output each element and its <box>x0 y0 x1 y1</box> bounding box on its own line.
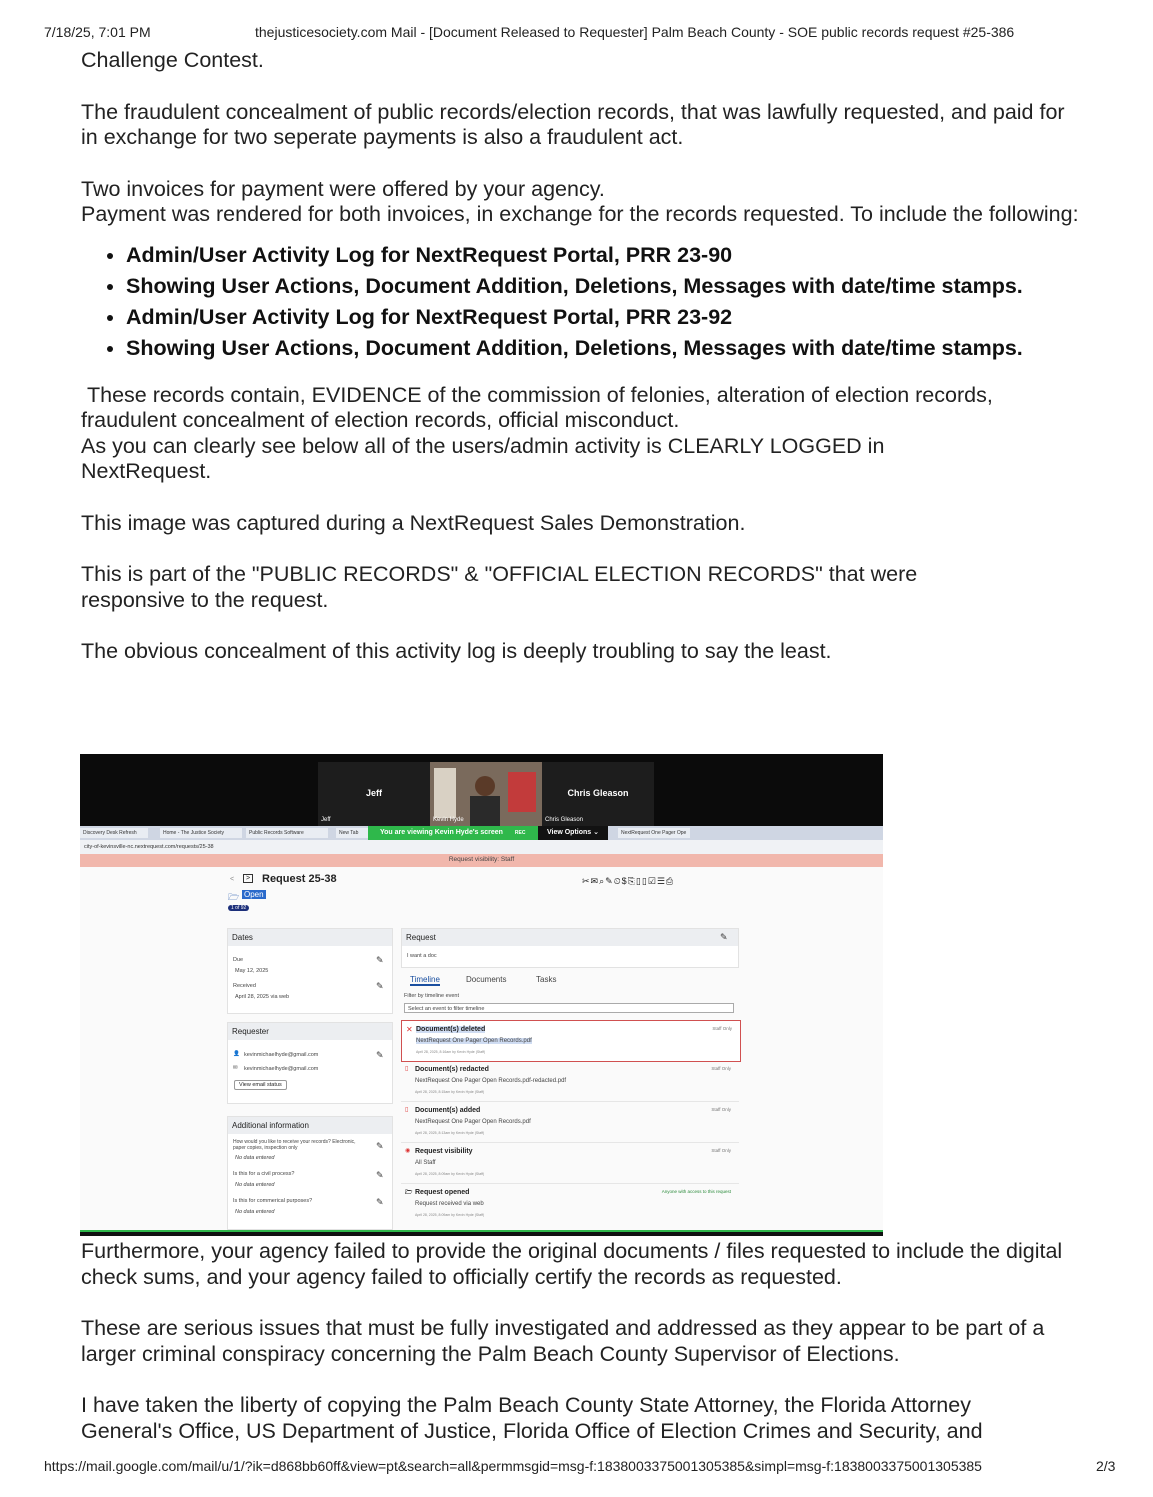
requester-email: kevinmichaelhyde@gmail.com <box>244 1052 319 1058</box>
address-bar[interactable]: city-of-kevinsville-nc.nextrequest.com/requests/25-38 <box>80 840 883 854</box>
status-badge: Open <box>244 890 264 899</box>
chevron-down-icon: ⌄ <box>593 829 600 836</box>
mail-icon: ✉ <box>233 1065 238 1071</box>
print-page-number: 2/3 <box>1096 1458 1116 1474</box>
due-value: May 12, 2025 <box>235 968 269 974</box>
browser-tab[interactable]: Home - The Justice Society <box>160 828 242 838</box>
requester-title: Requester <box>228 1023 392 1040</box>
paragraph-serious: These are serious issues that must be fully investigated and addressed as they appear to be part of a larger criminal conspiracy concerning the Palm Beach County Supervisor of Elections. <box>81 1316 1045 1366</box>
paragraph-challenge: Challenge Contest. <box>81 48 264 72</box>
person-icon: 👤 <box>233 1051 240 1057</box>
email-body <box>81 48 1081 691</box>
browser-tab[interactable]: Discovery Desk Refresh <box>80 828 148 838</box>
list-item: • Admin/User Activity Log for NextRequest Portal, PRR 23-92 <box>126 304 1081 330</box>
list-item: • Showing User Actions, Document Addition, Deletions, Messages with date/time stamps. <box>126 273 1081 299</box>
close-icon: ✕ <box>406 1025 413 1034</box>
timeline-event: ▯ Document(s) added NextRequest One Pager Open Records.pdf April 28, 2025, 8:13am by Kevin Hyde (Staff) Staff Only <box>401 1102 739 1143</box>
paragraph-invoices: Two invoices for payment were offered by your agency. <box>81 176 605 201</box>
timeline-event: 🗁 Request opened Request received via web April 28, 2025, 8:09am by Kevin Hyde (Staff) Anyone with access to this request <box>405 1189 731 1217</box>
screen-share-banner: You are viewing Kevin Hyde's screen REC <box>368 826 601 840</box>
request-title: Request 25-38 <box>262 873 337 885</box>
document-icon: ▯ <box>405 1107 409 1113</box>
paragraph-public-records: This is part of the "PUBLIC RECORDS" & "OFFICIAL ELECTION RECORDS" that were responsive to the request. <box>81 562 918 612</box>
answer-value: No data entered <box>235 1182 275 1188</box>
edit-icon[interactable]: ✎ <box>376 1050 384 1060</box>
embedded-screenshot <box>80 754 883 1236</box>
paragraph-fraud: The fraudulent concealment of public records/election records, that was lawfully requested, and paid for in exchange for two seperate payments is also a fraudulent act. <box>81 99 1065 149</box>
paragraph-captured: This image was captured during a NextRequest Sales Demonstration. <box>81 510 746 535</box>
paragraph-furthermore: Furthermore, your agency failed to provide the original documents / files requested to include the digital check sums, and your agency failed to officially certify the records as requested. <box>81 1239 1063 1289</box>
edit-icon[interactable]: ✎ <box>376 1170 384 1180</box>
document-icon: ▯ <box>405 1066 409 1072</box>
paragraph-obvious: The obvious concealment of this activity log is deeply troubling to say the least. <box>81 639 832 663</box>
print-page-title: thejusticesociety.com Mail - [Document Released to Requester] Palm Beach County - SOE public records request #25-386 <box>255 24 1015 40</box>
list-item: • Admin/User Activity Log for NextRequest Portal, PRR 23-90 <box>126 242 1081 268</box>
browser-tab[interactable]: New Tab <box>336 828 370 838</box>
tab-documents[interactable]: Documents <box>466 975 507 984</box>
due-label: Due <box>233 957 244 963</box>
participant-tile: Chris Gleason Chris Gleason <box>542 762 654 826</box>
received-label: Received <box>233 983 256 989</box>
question-label: Is this for a civil process? <box>233 1171 295 1177</box>
participant-video: Kevin Hyde <box>430 762 542 826</box>
requester-email: kevinmichaelhyde@gmail.com <box>244 1066 319 1072</box>
rec-indicator: REC <box>514 830 526 836</box>
question-label: How would you like to receive your records? Electronic, paper copies, inspection only <box>233 1139 356 1151</box>
request-card-title: Request <box>402 929 738 946</box>
email-body-continued <box>81 1239 1081 1470</box>
folder-icon: 🗁 <box>228 892 240 902</box>
browser-tab[interactable]: Public Records Software <box>246 828 328 838</box>
received-value: April 28, 2025 via web <box>235 994 290 1000</box>
edit-icon[interactable]: ✎ <box>376 981 384 991</box>
edit-icon[interactable]: ✎ <box>376 1197 384 1207</box>
list-item: • Showing User Actions, Document Addition, Deletions, Messages with date/time stamps. <box>126 335 1081 361</box>
paragraph-evidence: These records contain, EVIDENCE of the commission of felonies, alteration of election records, fraudulent concealment of election records, official misconduct. <box>81 382 999 432</box>
question-label: Is this for commerical purposes? <box>233 1198 313 1204</box>
meeting-controls-bar <box>80 1230 883 1236</box>
answer-value: No data entered <box>235 1155 275 1161</box>
answer-value: No data entered <box>235 1209 275 1215</box>
records-list <box>81 242 1081 361</box>
participant-tile: Jeff Jeff <box>318 762 430 826</box>
tab-timeline[interactable]: Timeline <box>410 975 440 984</box>
request-card <box>401 928 739 968</box>
request-text: I want a doc <box>407 953 437 959</box>
eye-icon: ◉ <box>405 1148 411 1154</box>
next-arrow-icon[interactable]: > <box>243 874 253 883</box>
edit-icon[interactable]: ✎ <box>376 1141 384 1151</box>
filter-label: Filter by timeline event <box>404 993 460 999</box>
view-options-button[interactable]: View Options ⌄ <box>538 826 608 840</box>
dates-title: Dates <box>228 929 392 946</box>
tab-tasks[interactable]: Tasks <box>536 975 557 984</box>
timeline-filter-select[interactable]: Select an event to filter timeline <box>404 1003 734 1013</box>
nextrequest-page <box>80 854 883 1230</box>
paragraph-payment: Payment was rendered for both invoices, in exchange for the records requested. To include the following: <box>81 202 1079 226</box>
toolbar-icons[interactable]: ✂✉⌕✎⏲$⎘▯▯☑☰⎙ <box>582 876 675 886</box>
print-url: https://mail.google.com/mail/u/1/?ik=d868bb60ff&view=pt&search=all&permmsgid=msg-f:1838003375001305385&simpl=msg-f:1838003375001305385 <box>44 1458 982 1474</box>
edit-icon[interactable]: ✎ <box>376 955 384 965</box>
timeline-event: ✕ Document(s) deleted NextRequest One Pager Open Records.pdf April 28, 2025, 8:16am by Kevin Hyde (Staff) Staff Only <box>401 1020 741 1062</box>
paragraph-copying: I have taken the liberty of copying the Palm Beach County State Attorney, the Florida Attorney General's Office, US Department of Justice, Florida Office of Election Crimes and Security, and <box>81 1393 983 1443</box>
requester-card <box>227 1022 393 1104</box>
folder-icon: 🗁 <box>405 1190 413 1196</box>
timeline-event: ◉ Request visibility All Staff April 28, 2025, 8:09am by Kevin Hyde (Staff) Staff Only <box>401 1143 739 1184</box>
timeline-event: ▯ Document(s) redacted NextRequest One Pager Open Records.pdf-redacted.pdf April 28, 2025, 8:15am by Kevin Hyde (Staff) Staff Only <box>401 1061 739 1102</box>
dates-card <box>227 928 393 1014</box>
paragraph-clearly-logged: As you can clearly see below all of the users/admin activity is CLEARLY LOGGED in NextRequest. <box>81 433 885 483</box>
prev-arrow-icon[interactable]: < <box>230 876 235 883</box>
view-email-status-button[interactable]: View email status <box>234 1080 287 1090</box>
browser-tab[interactable]: NextRequest One Pager Ope <box>618 828 690 838</box>
print-datetime: 7/18/25, 7:01 PM <box>44 24 151 40</box>
additional-info-title: Additional information <box>228 1117 392 1134</box>
edit-icon[interactable]: ✎ <box>720 932 728 942</box>
request-count-badge: 1 of 92 <box>228 905 249 911</box>
additional-info-card <box>227 1116 393 1230</box>
visibility-banner: Request visibility: Staff <box>80 854 883 867</box>
